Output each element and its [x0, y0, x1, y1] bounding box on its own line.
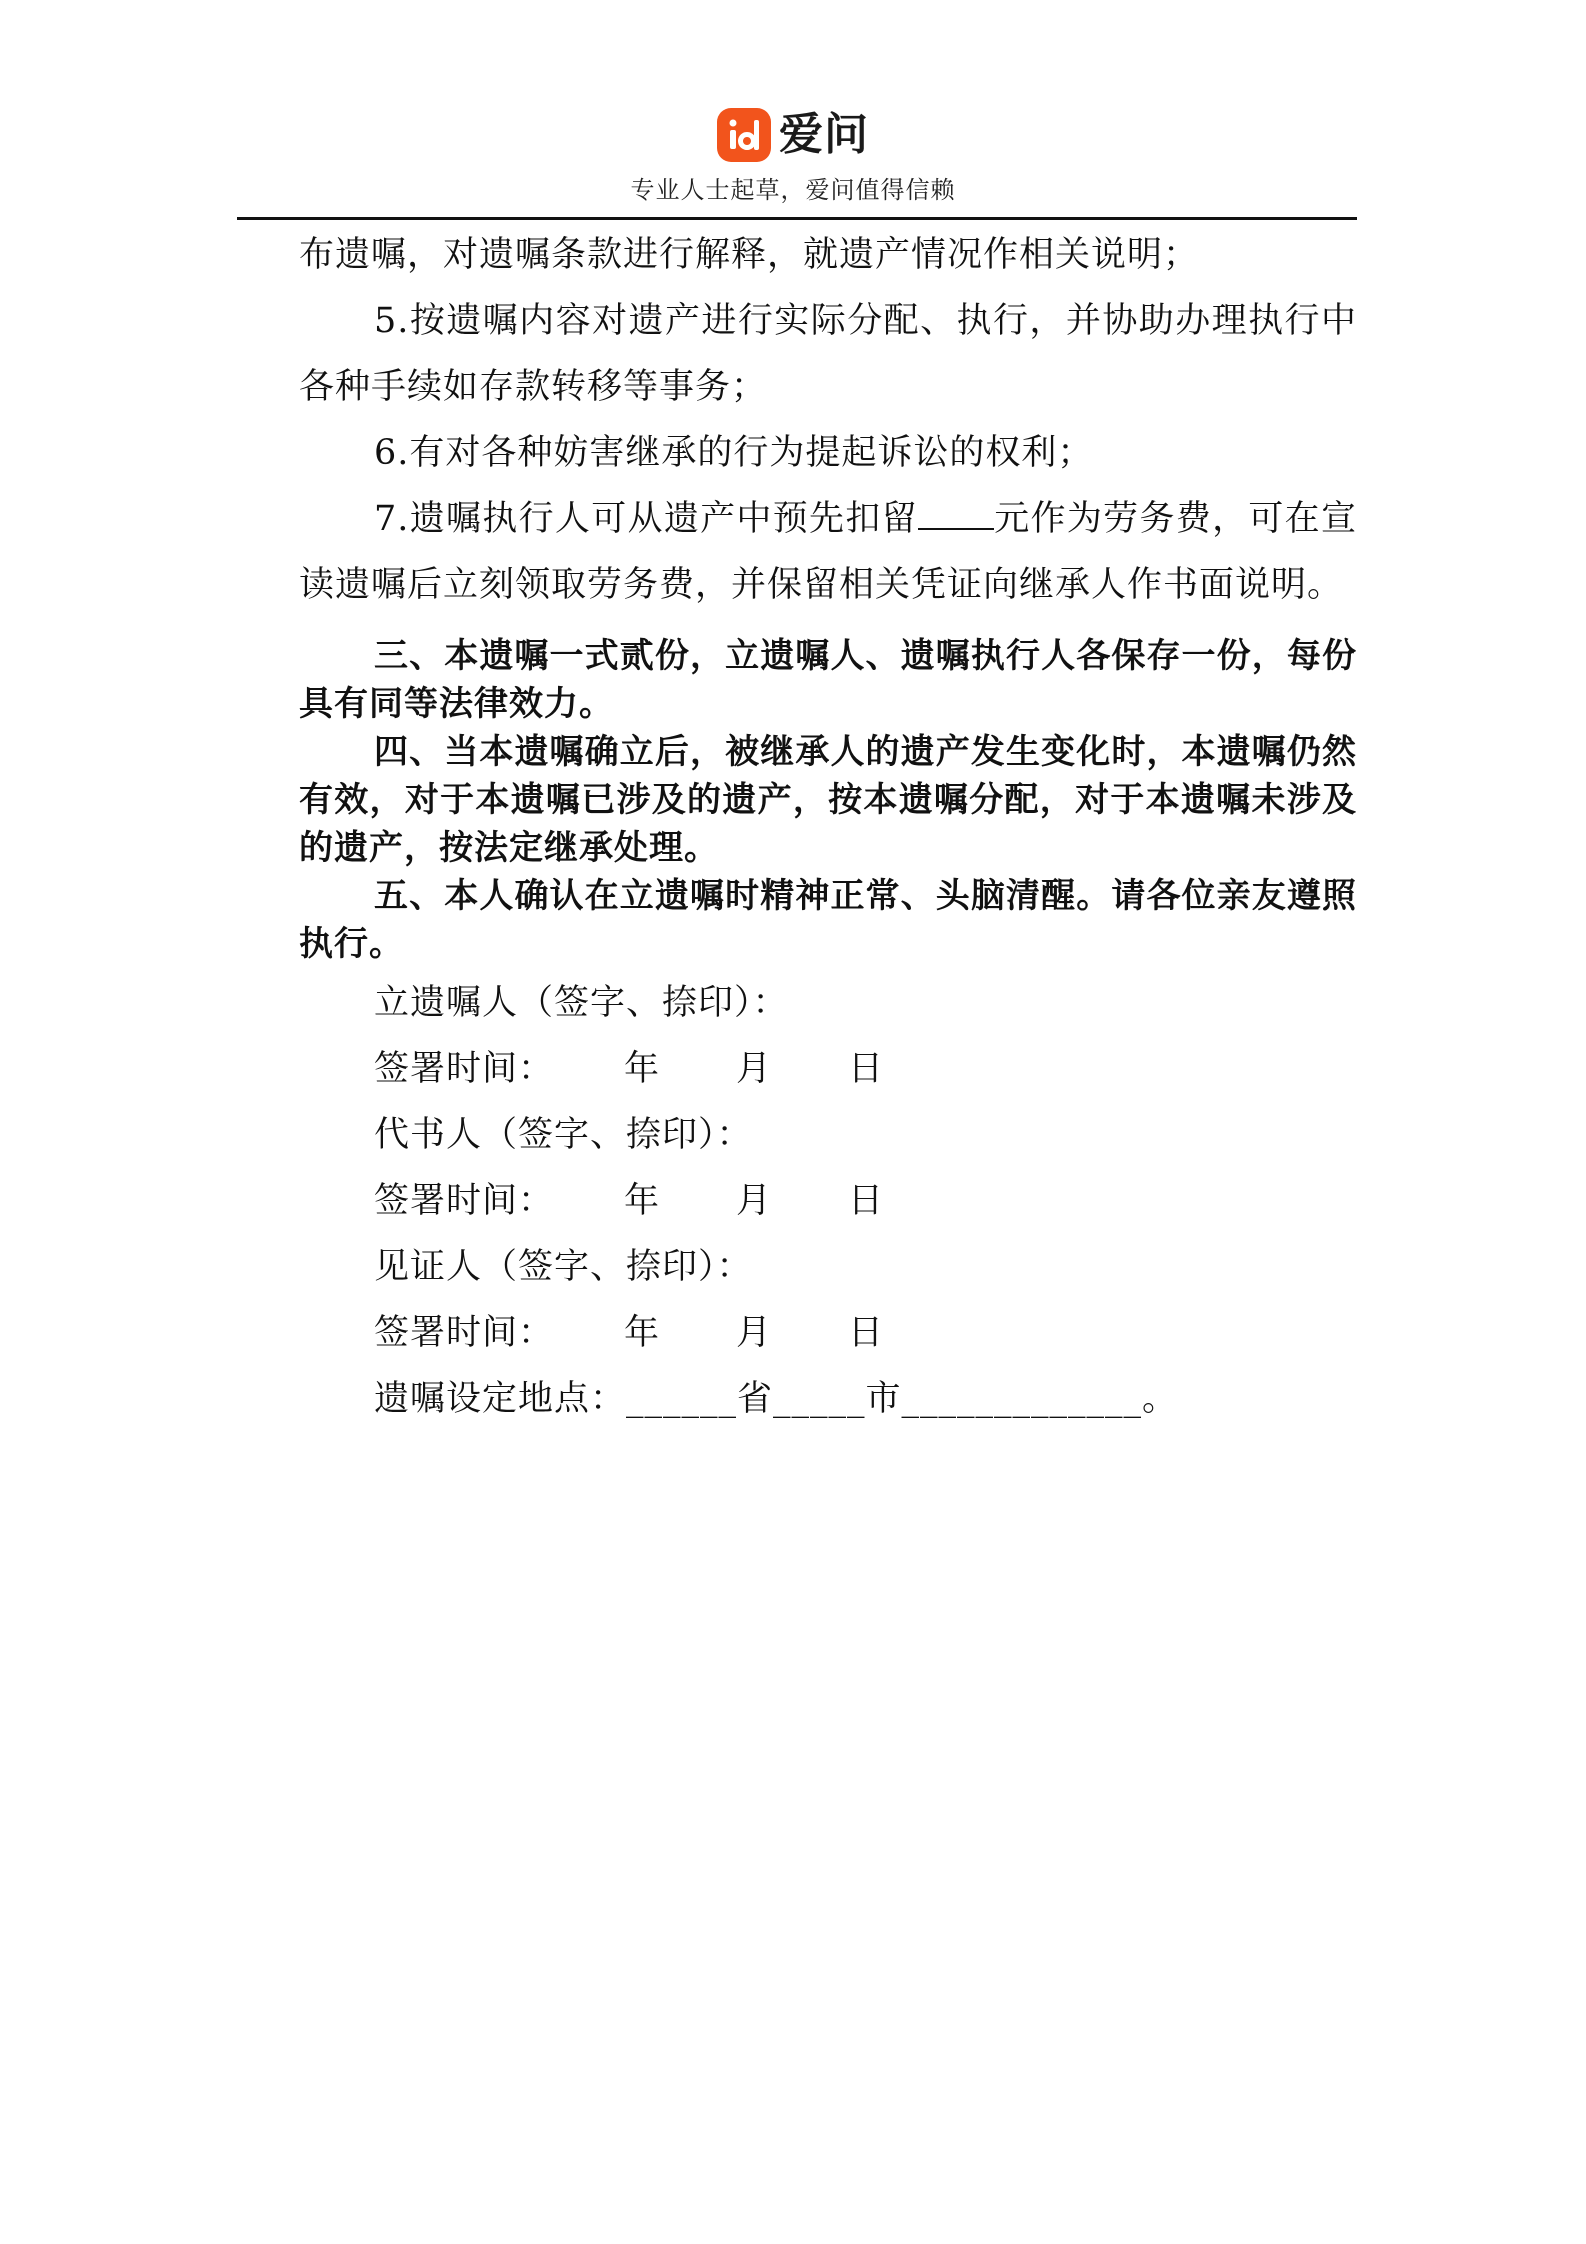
header-divider [237, 217, 1357, 220]
fee-amount-blank [918, 494, 994, 530]
aiwen-logo-icon [717, 108, 771, 162]
end-mark: 。 [1142, 1379, 1179, 1419]
will-location-line [299, 1366, 1357, 1432]
time-label: 签署时间： [374, 1313, 555, 1353]
witness-time-line [299, 1300, 1357, 1366]
paragraph-item-6: 6.有对各种妨害继承的行为提起诉讼的权利； [374, 433, 1094, 473]
time-label: 签署时间： [374, 1049, 555, 1089]
witness-signature-line: 见证人（签字、捺印）： [374, 1247, 753, 1287]
day-label: 日 [848, 1313, 885, 1353]
city-label: 市 [865, 1379, 902, 1419]
year-label: 年 [624, 1181, 661, 1221]
city-blank: _____ [773, 1379, 866, 1419]
clause-3: 三、本遗嘱一式贰份，立遗嘱人、遗嘱执行人各保存一份，每份具有同等法律效力。 [299, 636, 1357, 724]
address-blank: _____________ [901, 1379, 1143, 1419]
paragraph-item-7 [299, 486, 1357, 618]
day-label: 日 [848, 1181, 885, 1221]
year-label: 年 [624, 1313, 661, 1353]
testator-signature-line: 立遗嘱人（签字、捺印）： [374, 983, 789, 1023]
header-slogan: 专业人士起草，爱问值得信赖 [630, 176, 956, 204]
month-label: 月 [736, 1049, 773, 1089]
brand-logo [0, 108, 1586, 162]
time-label: 签署时间： [374, 1181, 555, 1221]
month-label: 月 [736, 1181, 773, 1221]
paragraph-item-5: 5.按遗嘱内容对遗产进行实际分配、执行，并协助办理执行中各种手续如存款转移等事务； [299, 301, 1357, 407]
clause-4: 四、当本遗嘱确立后，被继承人的遗产发生变化时，本遗嘱仍然有效，对于本遗嘱已涉及的遗产，按本遗嘱分配，对于本遗嘱未涉及的遗产，按法定继承处理。 [299, 732, 1357, 868]
day-label: 日 [848, 1049, 885, 1089]
logo-text: 爱问 [779, 109, 869, 160]
document-body [299, 222, 1357, 1432]
province-label: 省 [737, 1379, 774, 1419]
scribe-time-line [299, 1168, 1357, 1234]
item-7-text-a: 7.遗嘱执行人可从遗产中预先扣留 [374, 499, 918, 539]
paragraph-continuation: 布遗嘱，对遗嘱条款进行解释，就遗产情况作相关说明； [299, 235, 1200, 275]
testator-time-line [299, 1036, 1357, 1102]
scribe-signature-line: 代书人（签字、捺印）： [374, 1115, 753, 1155]
spacer [299, 618, 1357, 632]
page-header [0, 0, 1586, 220]
clause-5: 五、本人确认在立遗嘱时精神正常、头脑清醒。请各位亲友遵照执行。 [299, 876, 1357, 964]
year-label: 年 [624, 1049, 661, 1089]
item-7-text-b: 元作为劳务费，可在宣读遗嘱后立刻领取劳务费，并保留相关凭证向继承人作书面说明。 [299, 499, 1357, 605]
place-label: 遗嘱设定地点： [374, 1379, 627, 1419]
month-label: 月 [736, 1313, 773, 1353]
province-blank: ______ [626, 1379, 738, 1419]
